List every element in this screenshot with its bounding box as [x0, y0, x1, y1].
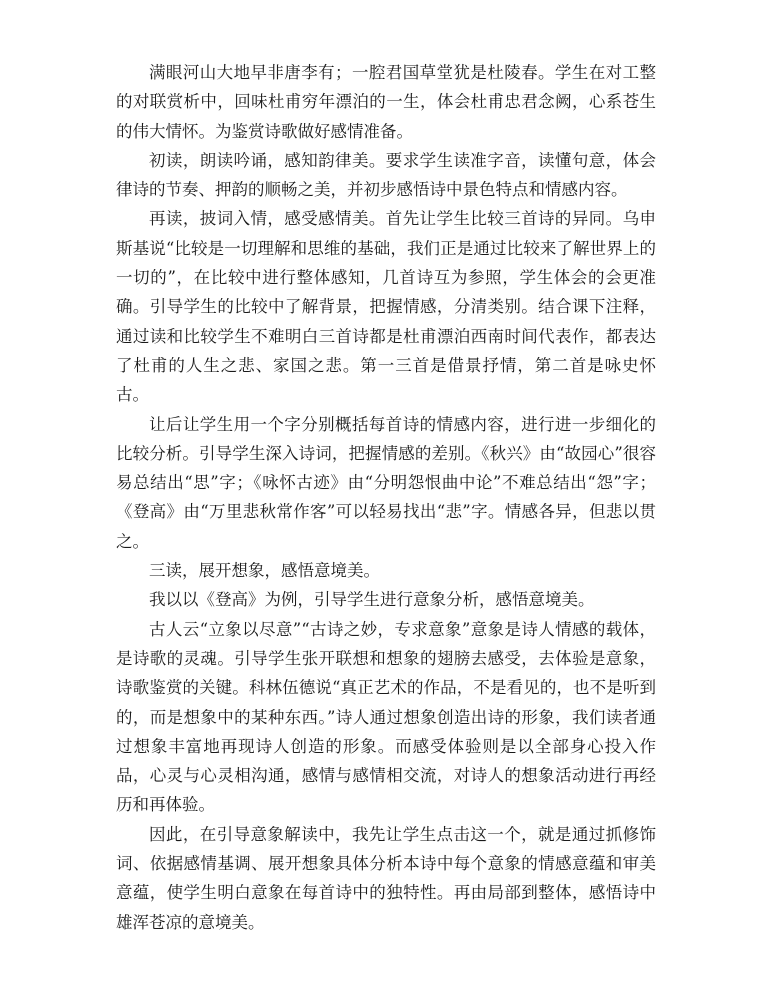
paragraph-third-reading: 三读，展开想象，感悟意境美。 [149, 561, 380, 581]
paragraph-second-reading: 再读，披词入情，感受感情美。首先让学生比较三首诗的异同。乌申斯基说“比较是一切理解和思维的基础，我们正是通过比较来了解世界上的一切的”，在比较中进行整体感知，几首诗互为参照，学生体会的会更准确。引导学生的比较中了解背景，把握情感，分清类别。结合课下注释，通过读和比较学生不难明白三首诗都是杜甫漂泊西南时间代表作，都表达了杜甫的人生之悲、家国之悲。第一三首是借景抒情，第二首是咏史怀古。 [116, 209, 656, 405]
paragraph-denggao-example: 我以以《登高》为例，引导学生进行意象分析，感悟意境美。 [149, 590, 595, 610]
paragraph-imagery-method: 因此，在引导意象解读中，我先让学生点击这一个，就是通过抓修饰词、依据感情基调、展开想象具体分析本诗中每个意象的情感意蕴和审美意蕴，使学生明白意象在每首诗中的独特性。再由局部到整体，感悟诗中雄浑苍凉的意境美。 [116, 824, 656, 932]
paragraph-first-reading: 初读，朗读吟诵，感知韵律美。要求学生读准字音，读懂句意，体会律诗的节奏、押韵的顺畅之美，并初步感悟诗中景色特点和情感内容。 [116, 150, 656, 200]
paragraph-one-word-summary: 让后让学生用一个字分别概括每首诗的情感内容，进行进一步细化的比较分析。引导学生深入诗词，把握情感的差别。《秋兴》由“故园心”很容易总结出“思”字；《咏怀古迹》由“分明怨恨曲中论”不难总结出“怨”字；《登高》由“万里悲秋常作客”可以轻易找出“悲”字。情感各异，但悲以贯之。 [116, 414, 656, 551]
document-body [116, 58, 656, 937]
paragraph-imagery-theory: 古人云“立象以尽意”“古诗之妙，专求意象”意象是诗人情感的载体，是诗歌的灵魂。引导学生张开联想和想象的翅膀去感受，去体验是意象，诗歌鉴赏的关键。科林伍德说“真正艺术的作品，不是看见的，也不是听到的，而是想象中的某种东西。”诗人通过想象创造出诗的形象，我们读者通过想象丰富地再现诗人创造的形象。而感受体验则是以全部身心投入作品，心灵与心灵相沟通，感情与感情相交流，对诗人的想象活动进行再经历和再体验。 [116, 619, 656, 815]
paragraph-intro-couplet: 满眼河山大地早非唐李有；一腔君国草堂犹是杜陵春。学生在对工整的对联赏析中，回味杜甫穷年漂泊的一生，体会杜甫忠君念阙，心系苍生的伟大情怀。为鉴赏诗歌做好感情准备。 [116, 63, 656, 141]
